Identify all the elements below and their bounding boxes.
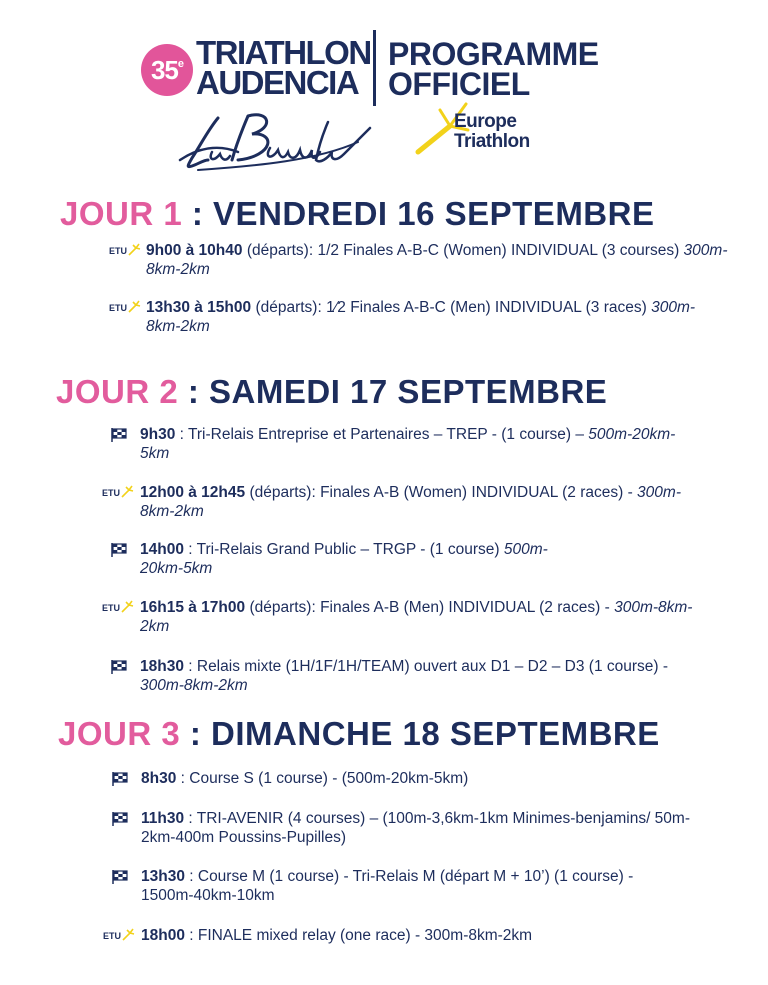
event-time: 13h30: [141, 868, 185, 885]
day-3-date: : DIMANCHE 18 SEPTEMBRE: [180, 715, 660, 752]
checkered-flag-icon: [111, 869, 129, 885]
event-item: [140, 540, 560, 578]
europe-wordmark-line-1: Europe: [454, 111, 517, 132]
event-description: : Tri-Relais Entreprise et Partenaires – TREP - (1 course) –: [175, 426, 589, 443]
event-time: 12h00 à 12h45: [140, 484, 246, 501]
checkered-flag-icon: [110, 542, 128, 558]
etu-icon: [109, 300, 141, 314]
edition-suffix: e: [177, 58, 184, 70]
event-item: [140, 657, 680, 695]
event-time: 13h30 à 15h00: [146, 299, 252, 316]
etu-icon-label: ETU: [102, 488, 120, 498]
event-distance: 300m-8km-2km: [146, 299, 696, 335]
program-title-line-2: OFFICIEL: [388, 66, 530, 102]
day-2-date: : SAMEDI 17 SEPTEMBRE: [178, 373, 608, 410]
checkered-flag-icon: [111, 771, 129, 787]
event-distance: 300m-8km-2km: [140, 484, 681, 520]
etu-icon: [103, 928, 135, 942]
checkered-flag-icon: [110, 427, 128, 443]
event-description: : Course S (1 course) - (500m-20km-5km): [176, 770, 469, 787]
day-2-title: [56, 374, 607, 410]
checkered-flag-icon: [110, 659, 128, 675]
etu-icon-label: ETU: [109, 246, 127, 256]
event-description: (départs): 1/2 Finales A-B-C (Women) INDIVIDUAL (3 courses): [242, 242, 684, 259]
event-time: 18h00: [141, 927, 185, 944]
event-time: 9h30: [140, 426, 176, 443]
etu-icon-label: ETU: [103, 931, 121, 941]
event-distance: 500m-20km-5km: [140, 541, 548, 577]
day-3-label: JOUR 3: [58, 715, 181, 752]
event-item: [140, 425, 700, 463]
event-description: (départs): 1⁄2 Finales A-B-C (Men) INDIVIDUAL (3 races): [251, 299, 652, 316]
event-time: 9h00 à 10h40: [146, 242, 243, 259]
event-distance: 500m-20km-5km: [140, 426, 676, 462]
la-baule-logo: [178, 108, 373, 174]
event-item: [140, 483, 700, 521]
event-time: 18h30: [140, 658, 184, 675]
europe-wordmark-line-2: Triathlon: [454, 131, 530, 152]
etu-icon: [109, 243, 141, 257]
event-item: [141, 867, 681, 905]
event-item: [141, 926, 701, 945]
event-description: : Tri-Relais Grand Public – TRGP - (1 course): [183, 541, 504, 558]
brand-line-2: AUDENCIA: [196, 64, 359, 101]
header: [0, 0, 768, 180]
brand-line-1: TRIATHLON: [196, 34, 371, 71]
program-title-line-1: PROGRAMME: [388, 36, 599, 72]
edition-badge: [141, 44, 193, 96]
etu-icon: [102, 485, 134, 499]
event-distance: 300m-8km-2km: [146, 242, 728, 278]
event-description: (départs): Finales A-B (Women) INDIVIDUAL (2 races) -: [245, 484, 638, 501]
event-time: 8h30: [141, 770, 177, 787]
etu-icon: [102, 600, 134, 614]
checkered-flag-icon: [111, 811, 129, 827]
event-item: [146, 298, 706, 336]
event-description: (départs): Finales A-B (Men) INDIVIDUAL (2 races) -: [245, 599, 615, 616]
event-description: : Relais mixte (1H/1F/1H/TEAM) ouvert aux D1 – D2 – D3 (1 course) -: [183, 658, 669, 675]
event-item: [141, 769, 701, 788]
header-divider: [373, 30, 376, 106]
event-description: : TRI-AVENIR (4 courses) – (100m-3,6km-1km Minimes-benjamins/ 50m-2km-400m Poussins-Pupilles): [141, 810, 690, 846]
event-description: : FINALE mixed relay (one race) - 300m-8km-2km: [184, 927, 533, 944]
event-description: : Course M (1 course) - Tri-Relais M (départ M + 10’) (1 course) - 1500m-40km-10km: [141, 868, 634, 904]
edition-number: 35: [150, 55, 178, 85]
etu-icon-label: ETU: [102, 603, 120, 613]
event-time: 14h00: [140, 541, 184, 558]
event-item: [146, 241, 746, 279]
event-time: 11h30: [141, 810, 185, 827]
day-1-date: : VENDREDI 16 SEPTEMBRE: [182, 195, 655, 232]
event-item: [140, 598, 700, 636]
day-1-label: JOUR 1: [60, 195, 183, 232]
event-distance: 300m-8km-2km: [140, 677, 248, 694]
day-1-title: [60, 196, 654, 232]
day-2-label: JOUR 2: [56, 373, 179, 410]
event-distance: 300m-8km-2km: [140, 599, 693, 635]
event-time: 16h15 à 17h00: [140, 599, 246, 616]
etu-icon-label: ETU: [109, 303, 127, 313]
event-item: [141, 809, 701, 847]
day-3-title: [58, 716, 660, 752]
europe-triathlon-wordmark: [454, 112, 530, 152]
